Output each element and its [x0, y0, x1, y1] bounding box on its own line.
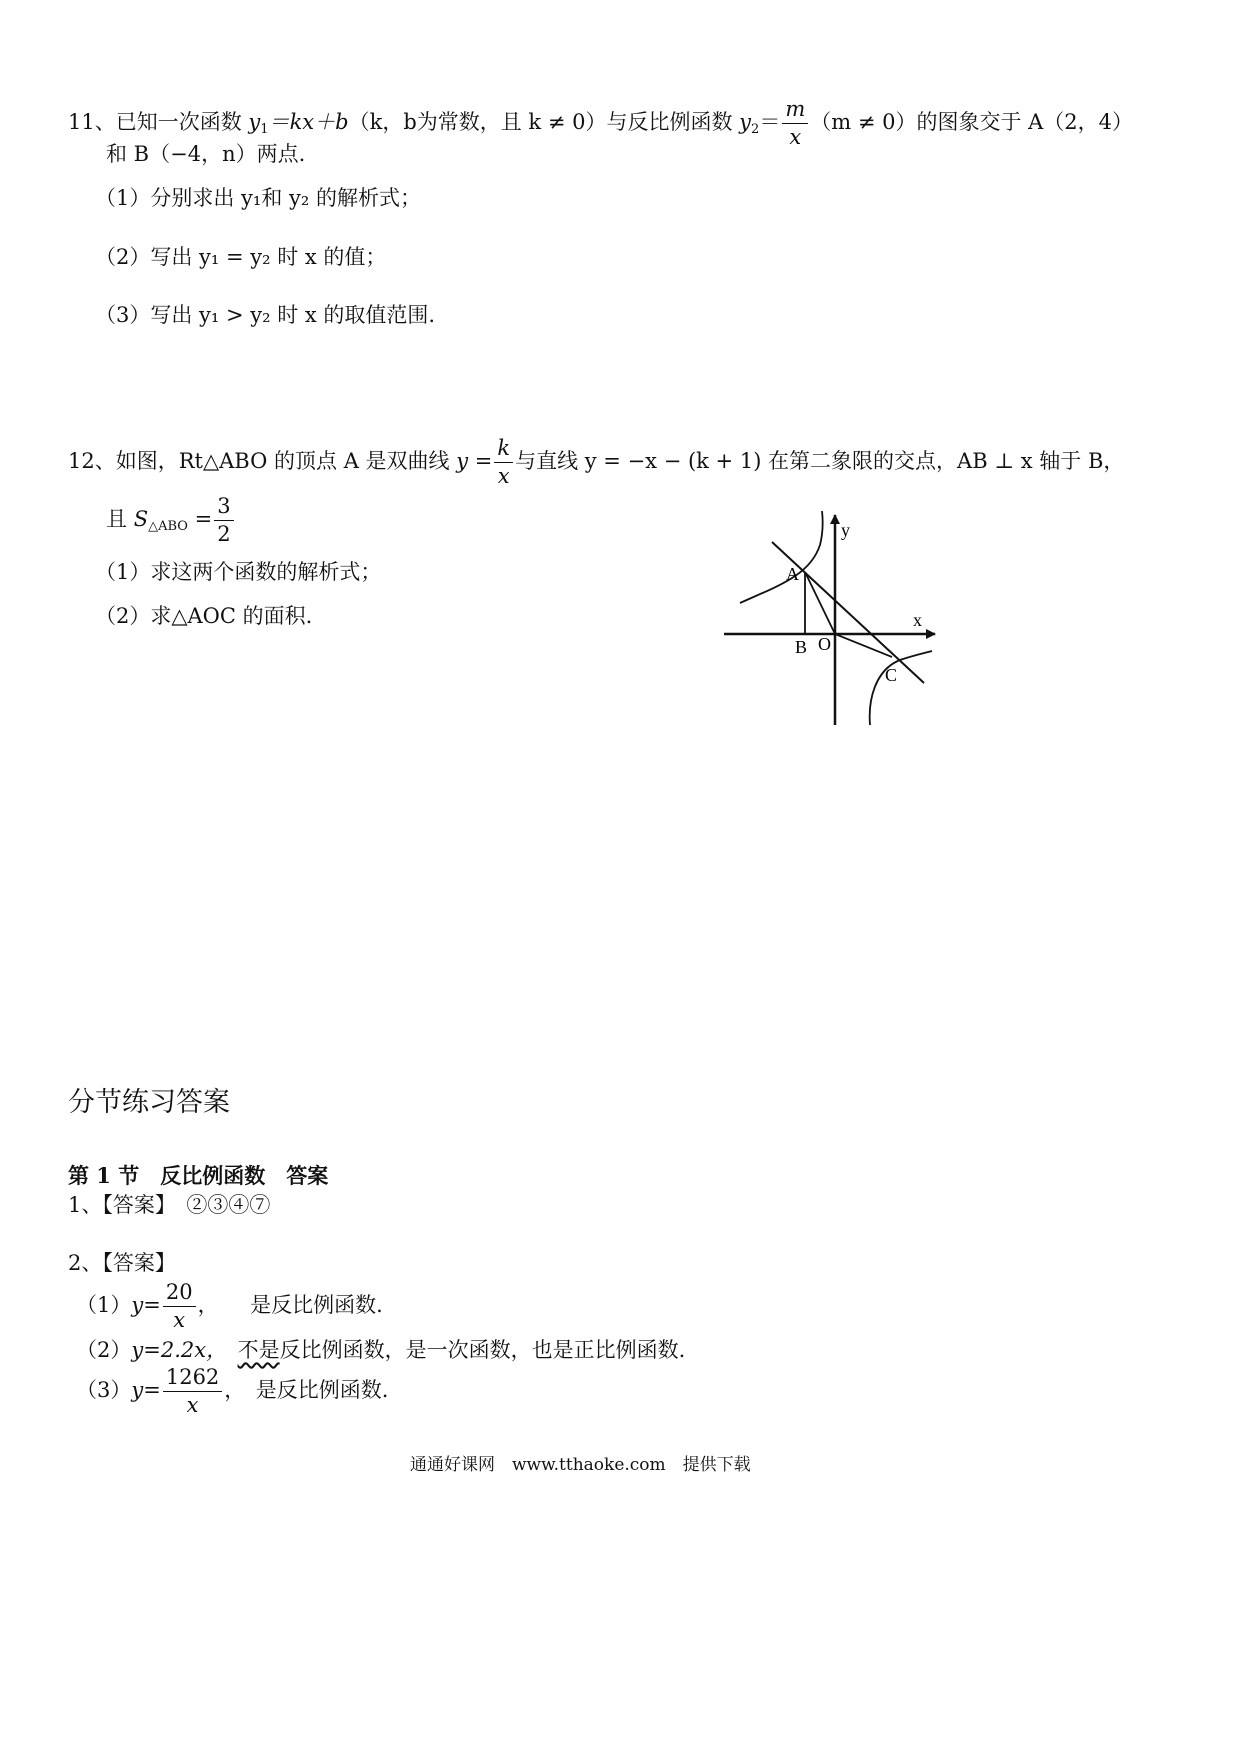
q11-part2: （2）写出 y₁ = y₂ 时 x 的值；: [95, 245, 387, 269]
q12-part1: （1）求这两个函数的解析式；: [95, 560, 382, 584]
label-C: C: [885, 665, 898, 685]
q12-fraction: $\frac{k}{x}$: [494, 438, 513, 487]
label-B: B: [795, 637, 808, 657]
footer: 通通好课网 www.tthaoke.com 提供下载: [410, 1455, 751, 1475]
q12-line1: 12、如图，Rt△ABO 的顶点 A 是双曲线 y = $\frac{k}{x}$ 与直线 y = −x − (k + 1) 在第二象限的交点，AB ⊥ x 轴于 B，: [68, 436, 1125, 488]
label-O: O: [818, 634, 831, 654]
section-title: 第 1 节 反比例函数 答案: [68, 1163, 329, 1188]
q12-area-fraction: $\frac{3}{2}$: [214, 496, 233, 545]
label-A: A: [786, 564, 799, 584]
q11-line2: 和 B（−4，n）两点.: [106, 142, 306, 166]
segment-AO: [805, 572, 835, 634]
q12-line2: 且 $S_{\triangle ABO}$ = $\frac{3}{2}$: [106, 496, 236, 545]
q11-number: 11、: [68, 110, 116, 134]
label-y: y: [841, 520, 850, 540]
q11-part3: （3）写出 y₁ > y₂ 时 x 的取值范围.: [95, 303, 436, 327]
q11-part1: （1）分别求出 y₁和 y₂ 的解析式；: [95, 186, 421, 210]
q12-number: 12、: [68, 449, 116, 473]
label-x: x: [913, 610, 922, 630]
hyperbola-figure: [710, 505, 950, 745]
q12-part2: （2）求△AOC 的面积.: [95, 604, 313, 628]
answers-heading: 分节练习答案: [68, 1087, 230, 1118]
answer-1: 1、【答案】 ②③④⑦: [68, 1193, 271, 1217]
answer-2-label: 2、【答案】: [68, 1251, 176, 1275]
answer-2-row1: （1）y= $\frac{20}{x}$ ， 是反比例函数.: [76, 1280, 383, 1332]
answer-2-row2: （2）y=2.2x， 不是反比例函数，是一次函数，也是正比例函数.: [76, 1338, 686, 1362]
q11-fraction: $\frac{m}{x}$: [782, 99, 808, 148]
hyperbola-branch-upper-left: [740, 511, 823, 603]
answer-2-row1-fraction: $\frac{20}{x}$: [163, 1282, 196, 1331]
answer-2-row3-fraction: $\frac{1262}{x}$: [163, 1367, 222, 1416]
answer-2-row3: （3）y= $\frac{1262}{x}$ ， 是反比例函数.: [76, 1365, 389, 1417]
q11-line1: 11、已知一次函数 $y_1=kx+b(k$，b为常数，且 k ≠ 0）与反比例函数 $y_2=$ $\frac{m}{x}$ （m ≠ 0）的图象交于 A（2，4）: [68, 97, 1134, 149]
